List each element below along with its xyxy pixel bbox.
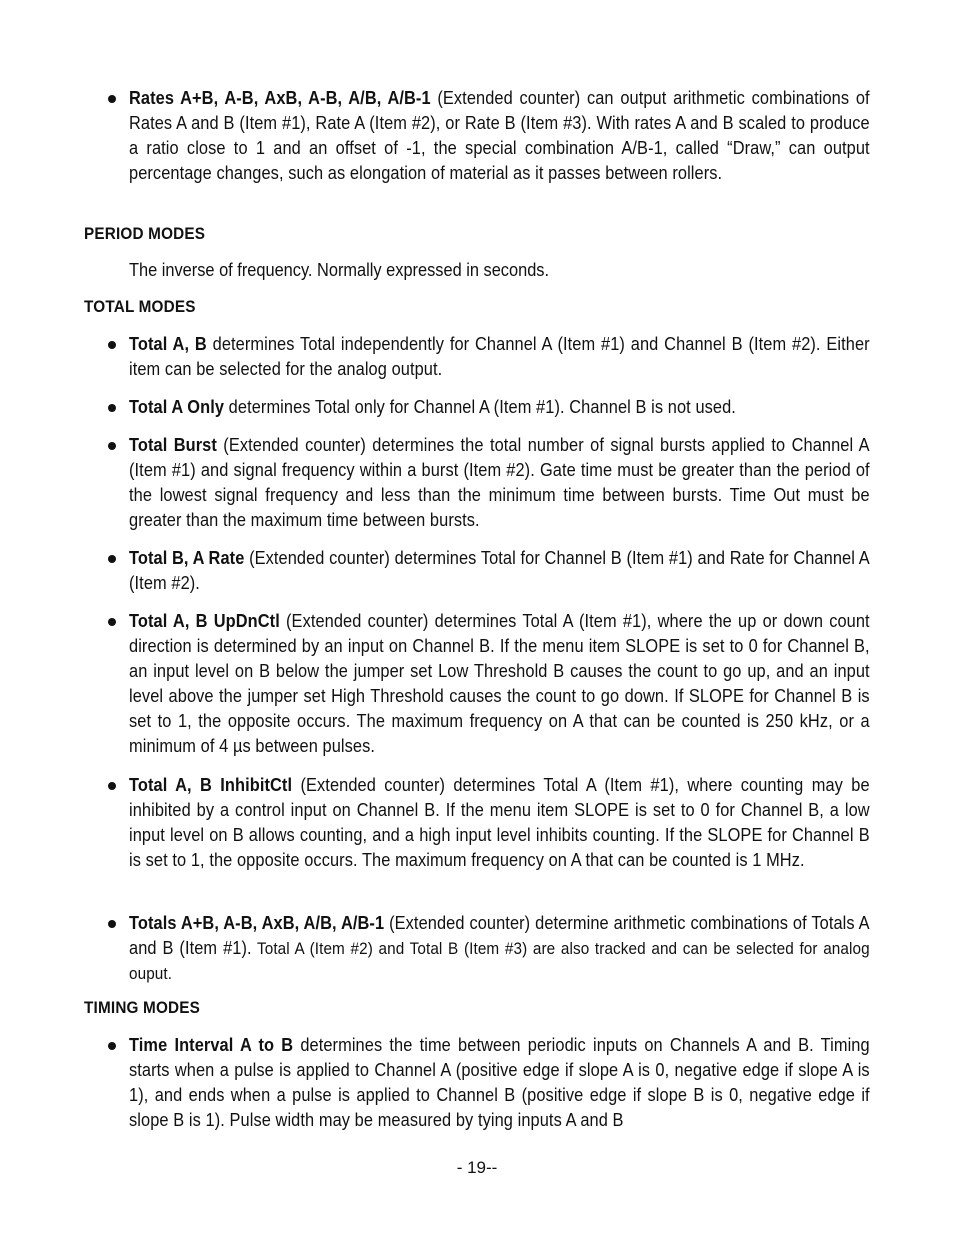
bullet-totals-combinations xyxy=(129,911,870,986)
bullet-icon xyxy=(108,1042,116,1050)
term-label: Total A, B xyxy=(129,334,207,354)
section-heading-period-modes: PERIOD MODES xyxy=(84,224,206,243)
bullet-total-a-b xyxy=(129,332,870,382)
bullet-total-a-only xyxy=(129,395,870,420)
term-description: (Extended counter) can output arithmetic combinations of Rates A and B (Item #1), Rate A (Item #2), or Rate B (Item #3). With rates A and B scaled to produce a ratio close to 1 and an offset of -1, the special combination A/B-1, called “Draw,” can output percentage changes, such as elongation of material as it passes between rollers. xyxy=(129,88,870,183)
term-label: Time Interval A to B xyxy=(129,1035,294,1055)
bullet-icon xyxy=(108,341,116,349)
term-label: Totals A+B, A-B, AxB, A/B, A/B-1 xyxy=(129,913,385,933)
bullet-rates-combinations xyxy=(129,86,870,186)
bullet-total-inhibitctl xyxy=(129,773,870,873)
bullet-total-b-a-rate xyxy=(129,546,870,596)
bullet-icon xyxy=(108,618,116,626)
term-description: determines Total only for Channel A (Item #1). Channel B is not used. xyxy=(224,397,736,417)
bullet-icon xyxy=(108,404,116,412)
term-description: determines the time between periodic inputs on Channels A and B. Timing starts when a pulse is applied to Channel A (positive edge if slope A is 0, negative edge if slope A is 1), and ends when a pulse is applied to Channel B (positive edge if slope B is 0, negative edge if slope B is 1). Pulse width may be measured by tying inputs A and B xyxy=(129,1035,870,1130)
term-label: Total Burst xyxy=(129,435,217,455)
term-description: (Extended counter) determines Total A (Item #1), where counting may be inhibited by a control input on Channel B. If the menu item SLOPE is set to 0 for Channel B, a low input level on B allows counting, and a high input level inhibits counting. If the SLOPE for Channel B is set to 1, the opposite occurs. The maximum frequency on A that can be counted is 1 MHz. xyxy=(129,775,870,870)
bullet-icon xyxy=(108,442,116,450)
term-description: determines Total independently for Channel A (Item #1) and Channel B (Item #2). Either item can be selected for the analog output. xyxy=(129,334,870,379)
period-description: The inverse of frequency. Normally expressed in seconds. xyxy=(129,260,550,280)
page-number: - 19-- xyxy=(456,1158,498,1177)
bullet-time-interval-a-to-b xyxy=(129,1033,870,1133)
bullet-icon xyxy=(108,555,116,563)
bullet-icon xyxy=(108,95,116,103)
bullet-icon xyxy=(108,920,116,928)
term-description: (Extended counter) determines Total A (Item #1), where the up or down count direction is determined by an input on Channel B. If the menu item SLOPE is set to 0 for Channel B, an input level on B below the jumper set Low Threshold B causes the count to go up, and an input level above the jumper set High Threshold causes the count to go down. If SLOPE for Channel B is set to 1, the opposite occurs. The maximum frequency on A that can be counted is 250 kHz, or a minimum of 4 µs between pulses. xyxy=(129,611,870,756)
bullet-icon xyxy=(108,782,116,790)
term-label: Total A, B UpDnCtl xyxy=(129,611,280,631)
term-description: (Extended counter) determine arithmetic combinations of Totals A and B (Item #1). xyxy=(129,913,870,958)
term-label: Total B, A Rate xyxy=(129,548,245,568)
term-label: Rates A+B, A-B, AxB, A-B, A/B, A/B-1 xyxy=(129,88,431,108)
bullet-total-burst xyxy=(129,433,870,533)
section-heading-timing-modes: TIMING MODES xyxy=(84,998,201,1017)
section-heading-total-modes: TOTAL MODES xyxy=(84,297,196,316)
term-description: (Extended counter) determines the total number of signal bursts applied to Channel A (Item #1) and signal frequency within a burst (Item #2). Gate time must be greater than the period of the lowest signal frequency and less than the minimum time between bursts. Time Out must be greater than the maximum time between bursts. xyxy=(129,435,870,530)
term-description-tail: Total A (Item #2) and Total B (Item #3) are also tracked and can be selected for analog ouput. xyxy=(129,939,870,983)
bullet-total-updnctl xyxy=(129,609,870,759)
term-label: Total A Only xyxy=(129,397,225,417)
term-label: Total A, B InhibitCtl xyxy=(129,775,293,795)
term-description: (Extended counter) determines Total for Channel B (Item #1) and Rate for Channel A (Item #2). xyxy=(129,548,870,593)
